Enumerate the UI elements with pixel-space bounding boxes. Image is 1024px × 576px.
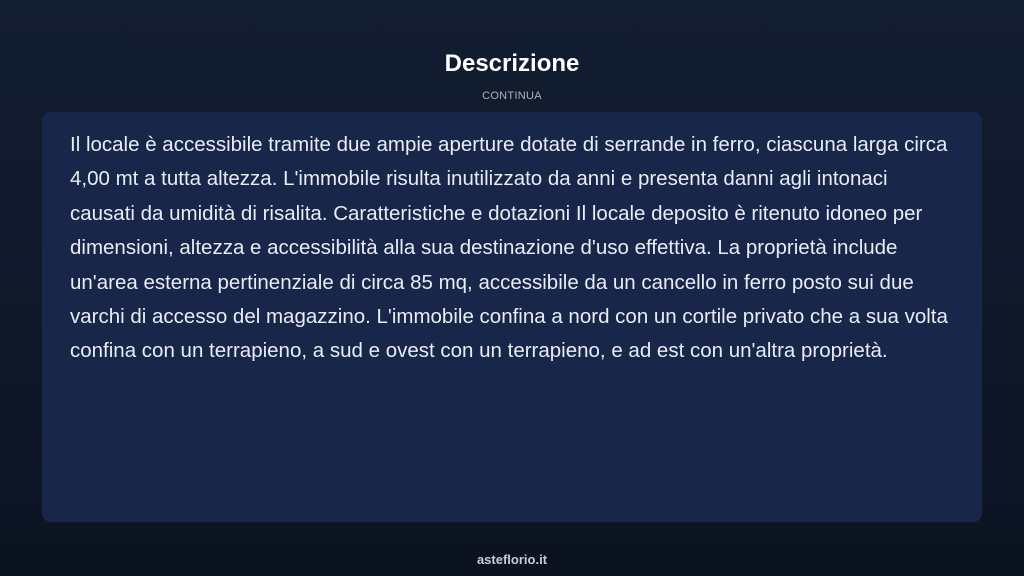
description-card	[42, 112, 982, 522]
description-text: Il locale è accessibile tramite due ampie aperture dotate di serrande in ferro, ciascuna larga circa 4,00 mt a tutta altezza. L'immobile risulta inutilizzato da anni e presenta danni agli intonaci causati da umidità di risalita. Caratteristiche e dotazioni Il locale deposito è ritenuto idoneo per dimensioni, altezza e accessibilità alla sua destinazione d'uso effettiva. La proprietà include un'area esterna pertinenziale di circa 85 mq, accessibile da un cancello in ferro posto sui due varchi di accesso del magazzino. L'immobile confina a nord con un cortile privato che a sua volta confina con un terrapieno, a sud e ovest con un terrapieno, e ad est con un'altra proprietà.	[70, 133, 948, 363]
page-title: Descrizione	[444, 50, 580, 77]
continue-link[interactable]: CONTINUA	[482, 90, 542, 102]
footer	[0, 543, 1024, 576]
site-link[interactable]: asteflorio.it	[476, 552, 548, 567]
